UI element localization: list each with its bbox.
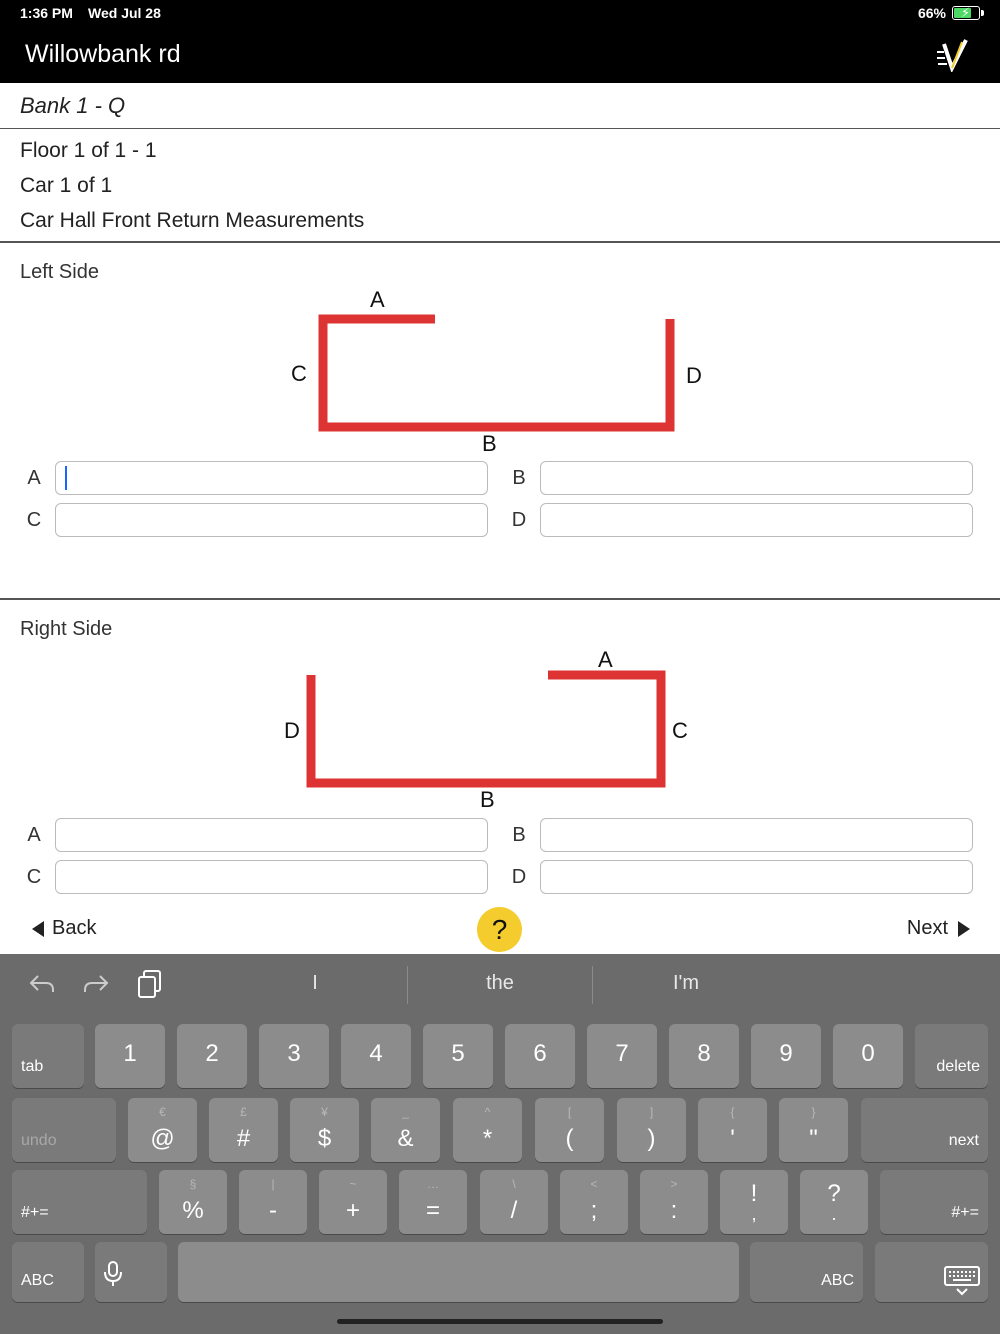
next-label: Next — [906, 917, 948, 939]
help-button[interactable]: ? — [477, 907, 522, 952]
key-4[interactable]: 4 — [341, 1024, 411, 1088]
right-a-label: A — [27, 824, 41, 846]
right-diagram-shape — [311, 675, 661, 783]
key-9[interactable]: 9 — [751, 1024, 821, 1088]
key-1[interactable]: 1 — [95, 1024, 165, 1088]
microphone-icon — [101, 1260, 125, 1288]
status-time: 1:36 PM — [20, 5, 73, 21]
key-asterisk[interactable]: ^ * — [453, 1098, 522, 1162]
key-paren-close[interactable]: ] ) — [617, 1098, 686, 1162]
right-c-label: C — [26, 866, 42, 888]
back-button[interactable] — [32, 917, 96, 940]
key-5[interactable]: 5 — [423, 1024, 493, 1088]
key-comma[interactable]: ! , — [720, 1170, 788, 1234]
left-c-label: C — [26, 509, 42, 531]
bank-title: Bank 1 - Q — [20, 93, 126, 118]
right-b-input[interactable] — [540, 818, 973, 852]
left-d-label: D — [511, 509, 527, 531]
status-date: Wed Jul 28 — [88, 5, 161, 21]
battery-percentage: 66% — [917, 5, 946, 21]
right-side-diagram — [0, 640, 1000, 820]
app-logo-icon — [936, 38, 970, 72]
space-bar[interactable] — [178, 1242, 739, 1302]
key-percent[interactable]: § % — [159, 1170, 227, 1234]
left-side-diagram — [0, 280, 1000, 460]
right-d-label: D — [511, 866, 527, 888]
left-diagram-shape — [323, 319, 670, 427]
text-caret — [65, 466, 67, 490]
tab-key[interactable]: tab — [12, 1024, 84, 1088]
key-0[interactable]: 0 — [833, 1024, 903, 1088]
left-diagram-label-b: B — [482, 431, 497, 456]
back-label: Back — [52, 917, 97, 939]
next-key[interactable]: next — [861, 1098, 988, 1162]
key-hash[interactable]: £ # — [209, 1098, 278, 1162]
microphone-key[interactable] — [95, 1242, 167, 1302]
key-dollar[interactable]: ¥ $ — [290, 1098, 359, 1162]
measurement-title: Car Hall Front Return Measurements — [20, 209, 365, 232]
right-diagram-label-a: A — [598, 647, 613, 672]
right-c-input[interactable] — [55, 860, 488, 894]
key-3[interactable]: 3 — [259, 1024, 329, 1088]
clipboard-icon[interactable] — [136, 968, 164, 1000]
right-b-label: B — [512, 824, 526, 846]
key-colon[interactable]: > : — [640, 1170, 708, 1234]
key-semicolon[interactable]: < ; — [560, 1170, 628, 1234]
top-bar — [0, 0, 1000, 83]
next-button[interactable] — [907, 917, 970, 940]
left-a-label: A — [27, 467, 41, 489]
back-arrow-icon — [32, 921, 44, 937]
key-6[interactable]: 6 — [505, 1024, 575, 1088]
keyboard — [0, 954, 1000, 1334]
right-d-input[interactable] — [540, 860, 973, 894]
key-slash[interactable]: \ / — [480, 1170, 548, 1234]
suggestion-1[interactable]: I — [312, 972, 318, 994]
abc-key-left[interactable]: ABC — [12, 1242, 84, 1302]
divider — [0, 598, 1000, 600]
right-diagram-label-c: C — [672, 718, 688, 743]
car-info: Car 1 of 1 — [20, 174, 113, 197]
suggestion-separator — [407, 966, 408, 1004]
key-8[interactable]: 8 — [669, 1024, 739, 1088]
next-arrow-icon — [958, 921, 970, 937]
divider — [0, 241, 1000, 243]
key-period[interactable]: ? . — [800, 1170, 868, 1234]
right-side-title: Right Side — [20, 618, 113, 640]
key-at[interactable]: € @ — [128, 1098, 197, 1162]
delete-key[interactable]: delete — [915, 1024, 988, 1088]
left-b-input[interactable] — [540, 461, 973, 495]
suggestion-3[interactable]: I'm — [672, 972, 700, 994]
key-paren-open[interactable]: [ ( — [535, 1098, 604, 1162]
nav-title: Willowbank rd — [25, 40, 181, 68]
right-diagram-label-d: D — [284, 718, 300, 743]
abc-key-right[interactable]: ABC — [750, 1242, 863, 1302]
key-equals[interactable]: … = — [399, 1170, 467, 1234]
right-a-input[interactable] — [55, 818, 488, 852]
key-plus[interactable]: ~ + — [319, 1170, 387, 1234]
key-7[interactable]: 7 — [587, 1024, 657, 1088]
left-b-label: B — [512, 467, 526, 489]
right-diagram-label-b: B — [480, 787, 495, 812]
key-2[interactable]: 2 — [177, 1024, 247, 1088]
left-side-title: Left Side — [20, 261, 99, 283]
key-quote[interactable]: } " — [779, 1098, 848, 1162]
suggestion-separator — [592, 966, 593, 1004]
dismiss-keyboard-key[interactable] — [875, 1242, 988, 1302]
key-ampersand[interactable]: _ & — [371, 1098, 440, 1162]
key-apostrophe[interactable]: { ' — [698, 1098, 767, 1162]
floor-info: Floor 1 of 1 - 1 — [20, 139, 157, 162]
keyboard-toolbar — [0, 954, 1000, 1016]
bank-header — [0, 85, 1000, 129]
left-c-input[interactable] — [55, 503, 488, 537]
redo-icon[interactable] — [82, 972, 110, 996]
battery-icon: ⚡ — [952, 6, 980, 20]
home-indicator[interactable] — [337, 1319, 663, 1324]
left-diagram-label-c: C — [291, 361, 307, 386]
symbols-key-left[interactable]: #+= — [12, 1170, 147, 1234]
undo-icon[interactable] — [28, 972, 56, 996]
left-d-input[interactable] — [540, 503, 973, 537]
left-a-input[interactable] — [55, 461, 488, 495]
keyboard-dismiss-icon — [944, 1266, 980, 1296]
symbols-key-right[interactable]: #+= — [880, 1170, 988, 1234]
key-minus[interactable]: | - — [239, 1170, 307, 1234]
suggestion-2[interactable]: the — [486, 972, 514, 994]
left-diagram-label-d: D — [686, 363, 702, 388]
left-diagram-label-a: A — [370, 287, 385, 312]
undo-key[interactable]: undo — [12, 1098, 116, 1162]
